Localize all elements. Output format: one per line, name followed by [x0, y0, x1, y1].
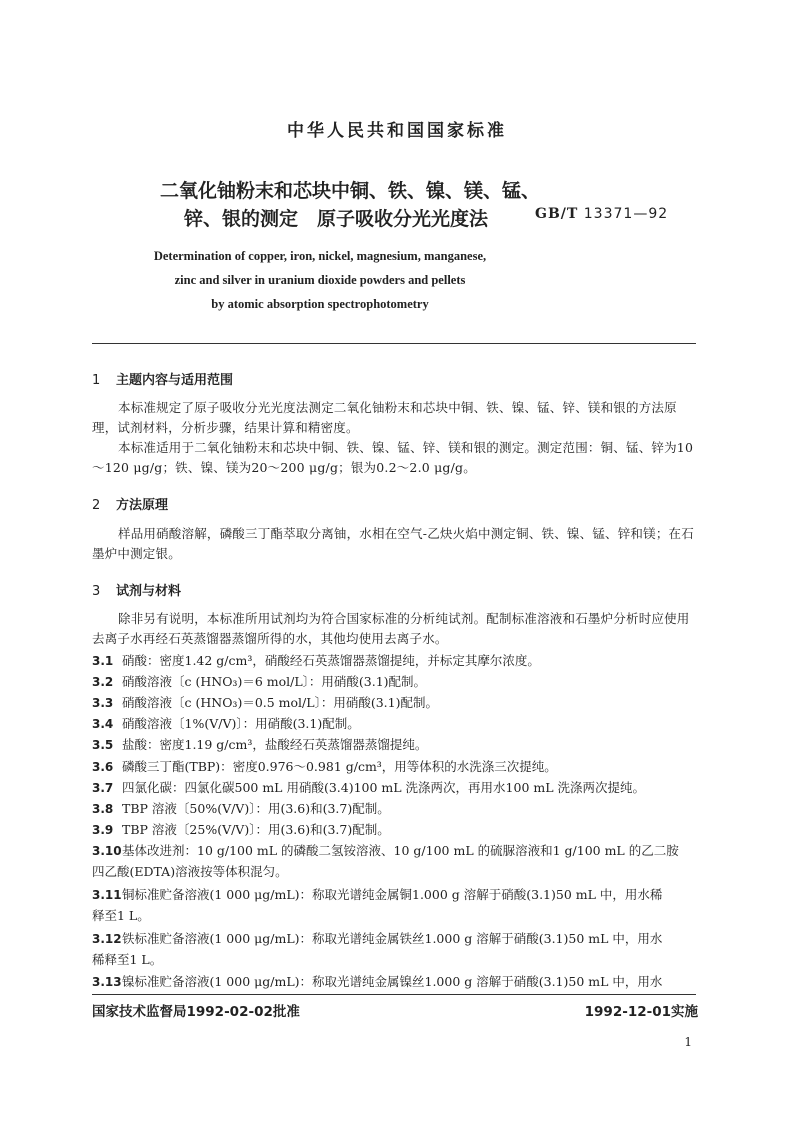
section-1-paragraph-1: 本标准规定了原子吸收分光光度法测定二氧化铀粉末和芯块中铜、铁、镍、锰、锌、镁和银的方法原理，试剂材料，分析步骤，结果计算和精密度。	[92, 400, 677, 435]
implementation-date: 1992-12-01实施	[584, 1004, 698, 1020]
list-item: 3.11铜标准贮备溶液(1 000 μg/mL)：称取光谱纯金属铜1.000 g 溶解于硝酸(3.1)50 mL 中，用水稀	[92, 887, 663, 902]
chinese-title-line-2: 锌、银的测定 原子吸收分光光度法	[183, 208, 488, 230]
list-item-continuation: 稀释至1 L。	[92, 952, 163, 967]
standard-code: 13371—92	[578, 206, 669, 222]
list-item: 3.2 硝酸溶液〔c (HNO₃)＝6 mol/L〕：用硝酸(3.1)配制。	[92, 674, 427, 689]
section-3-heading	[92, 580, 181, 599]
chinese-title-line-1: 二氧化铀粉末和芯块中铜、铁、镍、镁、锰、	[159, 180, 540, 202]
list-item: 3.7 四氯化碳：四氯化碳500 mL 用硝酸(3.4)100 mL 洗涤两次，再用水100 mL 洗涤两次提纯。	[92, 780, 646, 795]
list-item: 3.6 磷酸三丁酯(TBP)：密度0.976～0.981 g/cm³，用等体积的水洗涤三次提纯。	[92, 759, 557, 774]
national-standard-heading: 中华人民共和国国家标准	[287, 121, 507, 141]
list-item: 3.12铁标准贮备溶液(1 000 μg/mL)：称取光谱纯金属铁丝1.000 g 溶解于硝酸(3.1)50 mL 中，用水	[92, 931, 663, 946]
list-item-continuation: 四乙酸(EDTA)溶液按等体积混匀。	[92, 864, 288, 879]
section-title: 试剂与材料	[116, 584, 182, 599]
section-title: 方法原理	[116, 498, 169, 513]
list-item: 3.5 盐酸：密度1.19 g/cm³，盐酸经石英蒸馏器蒸馏提纯。	[92, 737, 428, 752]
section-2-paragraph-1: 样品用硝酸溶解，磷酸三丁酯萃取分离铀，水相在空气-乙炔火焰中测定铜、铁、镍、锰、锌和镁；在石墨炉中测定银。	[92, 526, 694, 561]
section-number: 3	[92, 584, 101, 599]
list-item: 3.10基体改进剂：10 g/100 mL 的磷酸二氢铵溶液、10 g/100 mL 的硫脲溶液和1 g/100 mL 的乙二胺	[92, 843, 679, 858]
english-title-line-1: Determination of copper, iron, nickel, magnesium, manganese,	[153, 249, 487, 263]
list-item: 3.1 硝酸：密度1.42 g/cm³，硝酸经石英蒸馏器蒸馏提纯，并标定其摩尔浓度。	[92, 653, 540, 668]
list-item: 3.13镍标准贮备溶液(1 000 μg/mL)：称取光谱纯金属镍丝1.000 g 溶解于硝酸(3.1)50 mL 中，用水	[92, 974, 663, 989]
header-divider	[92, 343, 696, 344]
page-number: 1	[684, 1035, 692, 1049]
section-2-heading	[92, 494, 168, 513]
list-item: 3.4 硝酸溶液〔1%(V/V)〕：用硝酸(3.1)配制。	[92, 716, 360, 731]
list-item: 3.3 硝酸溶液〔c (HNO₃)＝0.5 mol/L〕：用硝酸(3.1)配制。	[92, 695, 438, 710]
section-1-paragraph-2: 本标准适用于二氧化铀粉末和芯块中铜、铁、镍、锰、锌、镁和银的测定。测定范围：铜、锰、锌为10～120 μg/g；铁、镍、镁为20～200 μg/g；银为0.2～2.0 μg/g。	[92, 440, 694, 475]
section-number: 2	[92, 498, 101, 513]
section-title: 主题内容与适用范围	[116, 373, 234, 388]
list-item: 3.9 TBP 溶液〔25%(V/V)〕：用(3.6)和(3.7)配制。	[92, 822, 390, 837]
english-title-line-3: by atomic absorption spectrophotometry	[211, 297, 429, 311]
english-title-line-2: zinc and silver in uranium dioxide powders and pellets	[174, 273, 466, 287]
section-1-heading	[92, 369, 233, 388]
approval-date: 国家技术监督局1992-02-02批准	[92, 1004, 300, 1020]
standard-number	[535, 206, 668, 222]
section-3-paragraph-1: 除非另有说明，本标准所用试剂均为符合国家标准的分析纯试剂。配制标准溶液和石墨炉分析时应使用去离子水再经石英蒸馏器蒸馏所得的水，其他均使用去离子水。	[92, 611, 690, 646]
list-item-continuation: 释至1 L。	[92, 908, 150, 923]
section-number: 1	[92, 373, 101, 388]
standard-prefix: GB/T	[535, 206, 579, 222]
footer-divider	[92, 994, 696, 995]
list-item: 3.8 TBP 溶液〔50%(V/V)〕：用(3.6)和(3.7)配制。	[92, 801, 390, 816]
